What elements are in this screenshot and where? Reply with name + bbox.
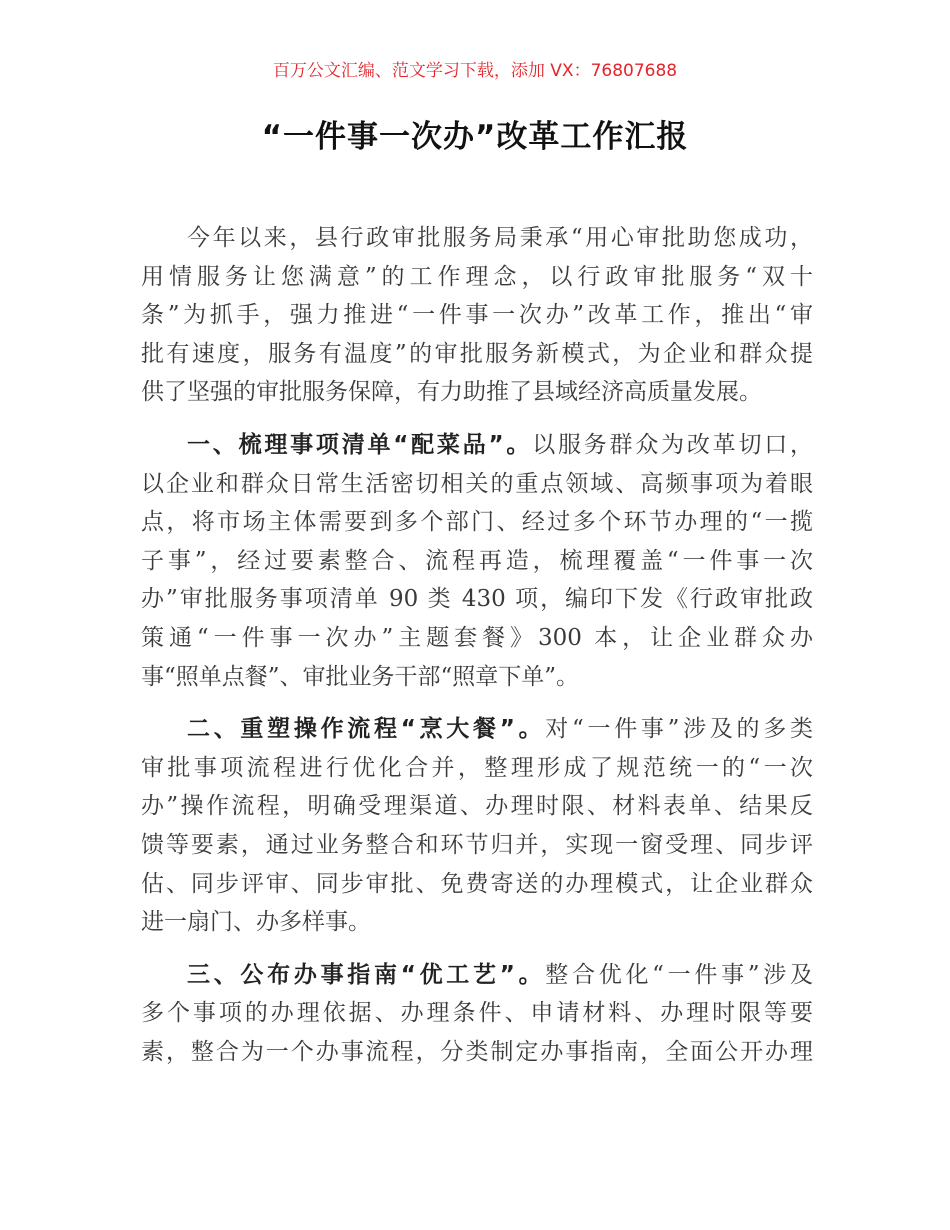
paragraph-intro [141,219,813,412]
text-line: 供了坚强的审批服务保障，有力助推了县域经济高质量发展。 [141,379,762,406]
text-line: 用情服务让您满意”的工作理念，以行政审批服务“双十 [141,263,813,290]
watermark-banner: 百万公文汇编、范文学习下载，添加 VX：76807688 [272,61,678,81]
text-line: 策通“一件事一次办”主题套餐》300 本，让企业群众办 [141,624,813,651]
text-line: 多个事项的办理依据、办理条件、申请材料、办理时限等要 [141,1000,813,1027]
text-line: 批有速度，服务有温度”的审批服务新模式，为企业和群众提 [141,340,813,367]
document-body [141,219,813,1071]
section-heading: 三、公布办事指南“优工艺”。 [187,961,546,988]
text-line: 素，整合为一个办事流程，分类制定办事指南，全面公开办理 [141,1038,813,1065]
text-line: 进一扇门、办多样事。 [141,909,371,936]
text-line: 馈等要素，通过业务整合和环节归并，实现一窗受理、同步评 [141,831,813,858]
section-lead-text: 对“一件事”涉及的多类 [545,716,813,743]
text-line [141,426,813,465]
text-line: 点，将市场主体需要到多个部门、经过多个环节办理的“一揽 [141,509,813,536]
section-heading: 二、重塑操作流程“烹大餐”。 [187,716,546,743]
section-lead-text: 整合优化“一件事”涉及 [545,961,813,988]
paragraph-section-1 [141,426,813,696]
text-line [141,956,813,995]
text-line: 办”操作流程，明确受理渠道、办理时限、材料表单、结果反 [141,793,813,820]
paragraph-section-2 [141,710,813,942]
section-heading: 一、梳理事项清单“配菜品”。 [187,431,533,458]
text-line: 事“照单点餐”、审批业务干部“照章下单”。 [141,663,580,690]
document-title: “一件事一次办”改革工作汇报 [261,119,689,155]
text-line: 今年以来，县行政审批服务局秉承“用心审批助您成功， [187,225,813,251]
text-line: 子事”，经过要素整合、流程再造，梳理覆盖“一件事一次 [141,547,813,574]
text-line: 办”审批服务事项清单 90 类 430 项，编印下发《行政审批政 [141,586,813,613]
text-line: 审批事项流程进行优化合并，整理形成了规范统一的“一次 [141,754,813,781]
paragraph-section-3 [141,956,813,1072]
text-line: 以企业和群众日常生活密切相关的重点领域、高频事项为着眼 [141,470,813,497]
text-line: 估、同步评审、同步审批、免费寄送的办理模式，让企业群众 [141,870,813,897]
text-line [141,710,813,749]
section-lead-text: 以服务群众为改革切口， [532,431,814,458]
text-line: 条”为抓手，强力推进“一件事一次办”改革工作，推出“审 [141,302,813,329]
